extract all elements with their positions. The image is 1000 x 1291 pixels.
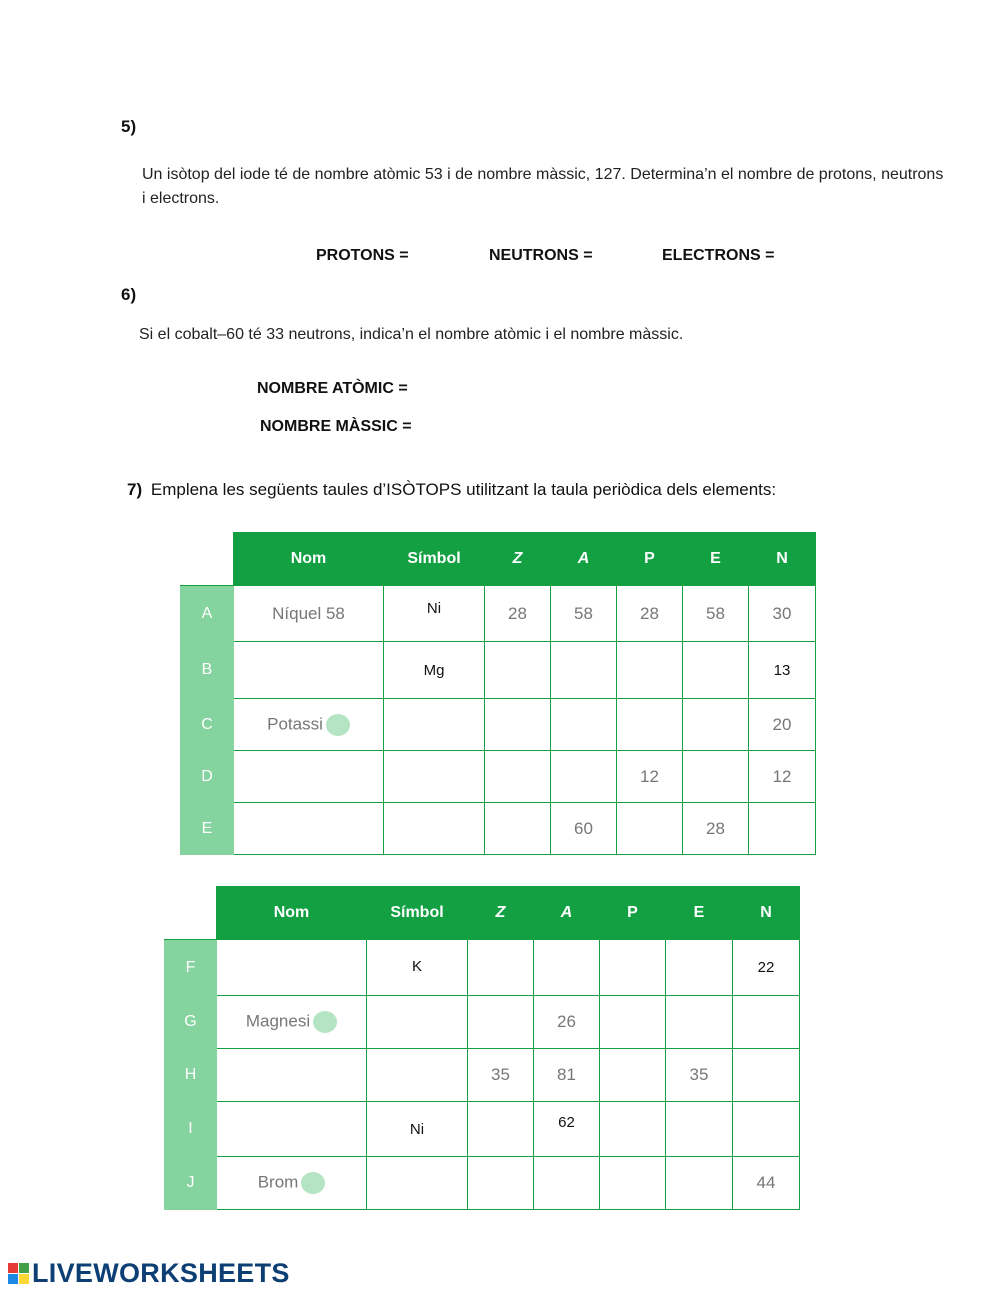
cell-p: 28: [617, 586, 683, 642]
table-row: [165, 1049, 800, 1102]
answer-input[interactable]: [234, 803, 384, 855]
answer-input[interactable]: [468, 996, 534, 1049]
header-simbol: Símbol: [384, 533, 485, 586]
row-label-i: I: [165, 1102, 217, 1157]
row-label-d: D: [181, 751, 234, 803]
protons-label: PROTONS =: [316, 247, 409, 264]
header-e: E: [666, 887, 733, 940]
answer-input[interactable]: [551, 699, 617, 751]
table-row: [165, 940, 800, 996]
header-z: Z: [468, 887, 534, 940]
answer-input[interactable]: [234, 751, 384, 803]
row-label-g: G: [165, 996, 217, 1049]
cell-n: 44: [733, 1157, 800, 1210]
atomic-number-label: NOMBRE ATÒMIC =: [257, 380, 408, 397]
answer-input[interactable]: [683, 642, 749, 699]
question-5-text-line2: i electrons.: [142, 190, 220, 207]
answer-input[interactable]: [217, 1102, 367, 1157]
row-label-j: J: [165, 1157, 217, 1210]
answer-input[interactable]: [534, 1157, 600, 1210]
answer-input[interactable]: [600, 1049, 666, 1102]
table-row: [181, 586, 816, 642]
cell-n: 13: [749, 642, 816, 699]
cell-n: 22: [733, 940, 800, 996]
answer-input[interactable]: [617, 803, 683, 855]
electrons-label: ELECTRONS =: [662, 247, 775, 264]
cell-n: 30: [749, 586, 816, 642]
table-row: [181, 751, 816, 803]
neutrons-label: NEUTRONS =: [489, 247, 593, 264]
answer-input[interactable]: [666, 996, 733, 1049]
answer-input[interactable]: [600, 1157, 666, 1210]
question-5-text: [142, 163, 982, 211]
answer-input[interactable]: [666, 940, 733, 996]
table-row: [181, 642, 816, 699]
answer-input[interactable]: [551, 751, 617, 803]
cell-z: 35: [468, 1049, 534, 1102]
answer-input[interactable]: [367, 1049, 468, 1102]
cell-nom-text: Potassi: [267, 713, 323, 733]
cell-z: 28: [485, 586, 551, 642]
answer-input[interactable]: [468, 1102, 534, 1157]
answer-input[interactable]: [485, 803, 551, 855]
question-6-number: 6): [121, 285, 137, 304]
cell-simbol: K: [367, 940, 468, 996]
cell-simbol: Ni: [384, 586, 485, 642]
logo-mark-icon: [8, 1263, 29, 1284]
answer-input[interactable]: [234, 642, 384, 699]
answer-input[interactable]: [217, 940, 367, 996]
question-7-number: 7): [127, 480, 143, 499]
logo-square-icon: [8, 1263, 18, 1273]
cell-e: 28: [683, 803, 749, 855]
isotope-table-2: [164, 886, 800, 1210]
row-label-f: F: [165, 940, 217, 996]
answer-input[interactable]: [733, 996, 800, 1049]
answer-input[interactable]: [600, 1102, 666, 1157]
answer-input[interactable]: [468, 1157, 534, 1210]
table-row: [165, 1157, 800, 1210]
answer-input[interactable]: [384, 751, 485, 803]
table-header-row: [181, 533, 816, 586]
table-corner: [181, 533, 234, 586]
header-p: P: [600, 887, 666, 940]
answer-input[interactable]: [617, 642, 683, 699]
cell-nom-text: Brom: [257, 1172, 299, 1192]
cell-e: 58: [683, 586, 749, 642]
answer-input[interactable]: [683, 751, 749, 803]
liveworksheets-logo[interactable]: [8, 1258, 290, 1288]
logo-text: LIVEWORKSHEETS: [32, 1257, 290, 1288]
answer-input[interactable]: [485, 751, 551, 803]
header-p: P: [617, 533, 683, 586]
header-e: E: [683, 533, 749, 586]
question-7: [127, 480, 776, 500]
row-label-h: H: [165, 1049, 217, 1102]
cell-a: 60: [551, 803, 617, 855]
answer-input[interactable]: [534, 940, 600, 996]
logo-square-icon: [8, 1274, 18, 1284]
answer-input[interactable]: [384, 803, 485, 855]
table-row: [181, 803, 816, 855]
answer-input[interactable]: [600, 940, 666, 996]
answer-input[interactable]: [733, 1049, 800, 1102]
question-5-text-line1: Un isòtop del iode té de nombre atòmic 53 i de nombre màssic, 127. Determina’n el nombre de protons, neutrons: [142, 166, 944, 183]
answer-input[interactable]: [600, 996, 666, 1049]
question-7-text: Emplena les següents taules d’ISÒTOPS utilitzant la taula periòdica dels elements:: [150, 480, 777, 499]
answer-input[interactable]: [384, 699, 485, 751]
cell-nom: [217, 996, 367, 1049]
header-simbol: Símbol: [367, 887, 468, 940]
answer-input[interactable]: [733, 1102, 800, 1157]
audio-dot-icon[interactable]: [313, 1011, 337, 1033]
answer-input[interactable]: [485, 642, 551, 699]
cell-a: 26: [534, 996, 600, 1049]
answer-input[interactable]: [666, 1102, 733, 1157]
header-z: Z: [485, 533, 551, 586]
header-nom: Nom: [217, 887, 367, 940]
logo-square-icon: [19, 1263, 29, 1273]
header-nom: Nom: [234, 533, 384, 586]
answer-input[interactable]: [367, 996, 468, 1049]
cell-e: 35: [666, 1049, 733, 1102]
answer-input[interactable]: [749, 803, 816, 855]
cell-n: 12: [749, 751, 816, 803]
cell-a: 81: [534, 1049, 600, 1102]
question-6-text: Si el cobalt–60 té 33 neutrons, indica’n el nombre atòmic i el nombre màssic.: [139, 326, 684, 343]
row-label-a: A: [181, 586, 234, 642]
cell-nom: [217, 1157, 367, 1210]
mass-number-label: NOMBRE MÀSSIC =: [260, 418, 412, 435]
answer-input[interactable]: [617, 699, 683, 751]
cell-p: 12: [617, 751, 683, 803]
cell-simbol: Ni: [367, 1102, 468, 1157]
cell-a: 58: [551, 586, 617, 642]
answer-input[interactable]: [551, 642, 617, 699]
answer-input[interactable]: [367, 1157, 468, 1210]
question-5-number: 5): [121, 117, 137, 136]
logo-square-icon: [19, 1274, 29, 1284]
cell-a: 62: [534, 1102, 600, 1157]
audio-dot-icon[interactable]: [301, 1172, 325, 1194]
header-n: N: [733, 887, 800, 940]
header-a: A: [551, 533, 617, 586]
answer-input[interactable]: [468, 940, 534, 996]
row-label-b: B: [181, 642, 234, 699]
cell-simbol: Mg: [384, 642, 485, 699]
table-row: [165, 1102, 800, 1157]
cell-n: 20: [749, 699, 816, 751]
header-a: A: [534, 887, 600, 940]
cell-nom: Níquel 58: [234, 586, 384, 642]
isotope-table-1: [180, 532, 816, 855]
row-label-e: E: [181, 803, 234, 855]
answer-input[interactable]: [485, 699, 551, 751]
cell-nom: [234, 699, 384, 751]
header-n: N: [749, 533, 816, 586]
answer-input[interactable]: [683, 699, 749, 751]
answer-input[interactable]: [666, 1157, 733, 1210]
table-corner: [165, 887, 217, 940]
table-row: [181, 699, 816, 751]
audio-dot-icon[interactable]: [326, 714, 350, 736]
answer-input[interactable]: [217, 1049, 367, 1102]
cell-nom-text: Magnesi: [245, 1011, 311, 1031]
table-row: [165, 996, 800, 1049]
table-header-row: [165, 887, 800, 940]
row-label-c: C: [181, 699, 234, 751]
